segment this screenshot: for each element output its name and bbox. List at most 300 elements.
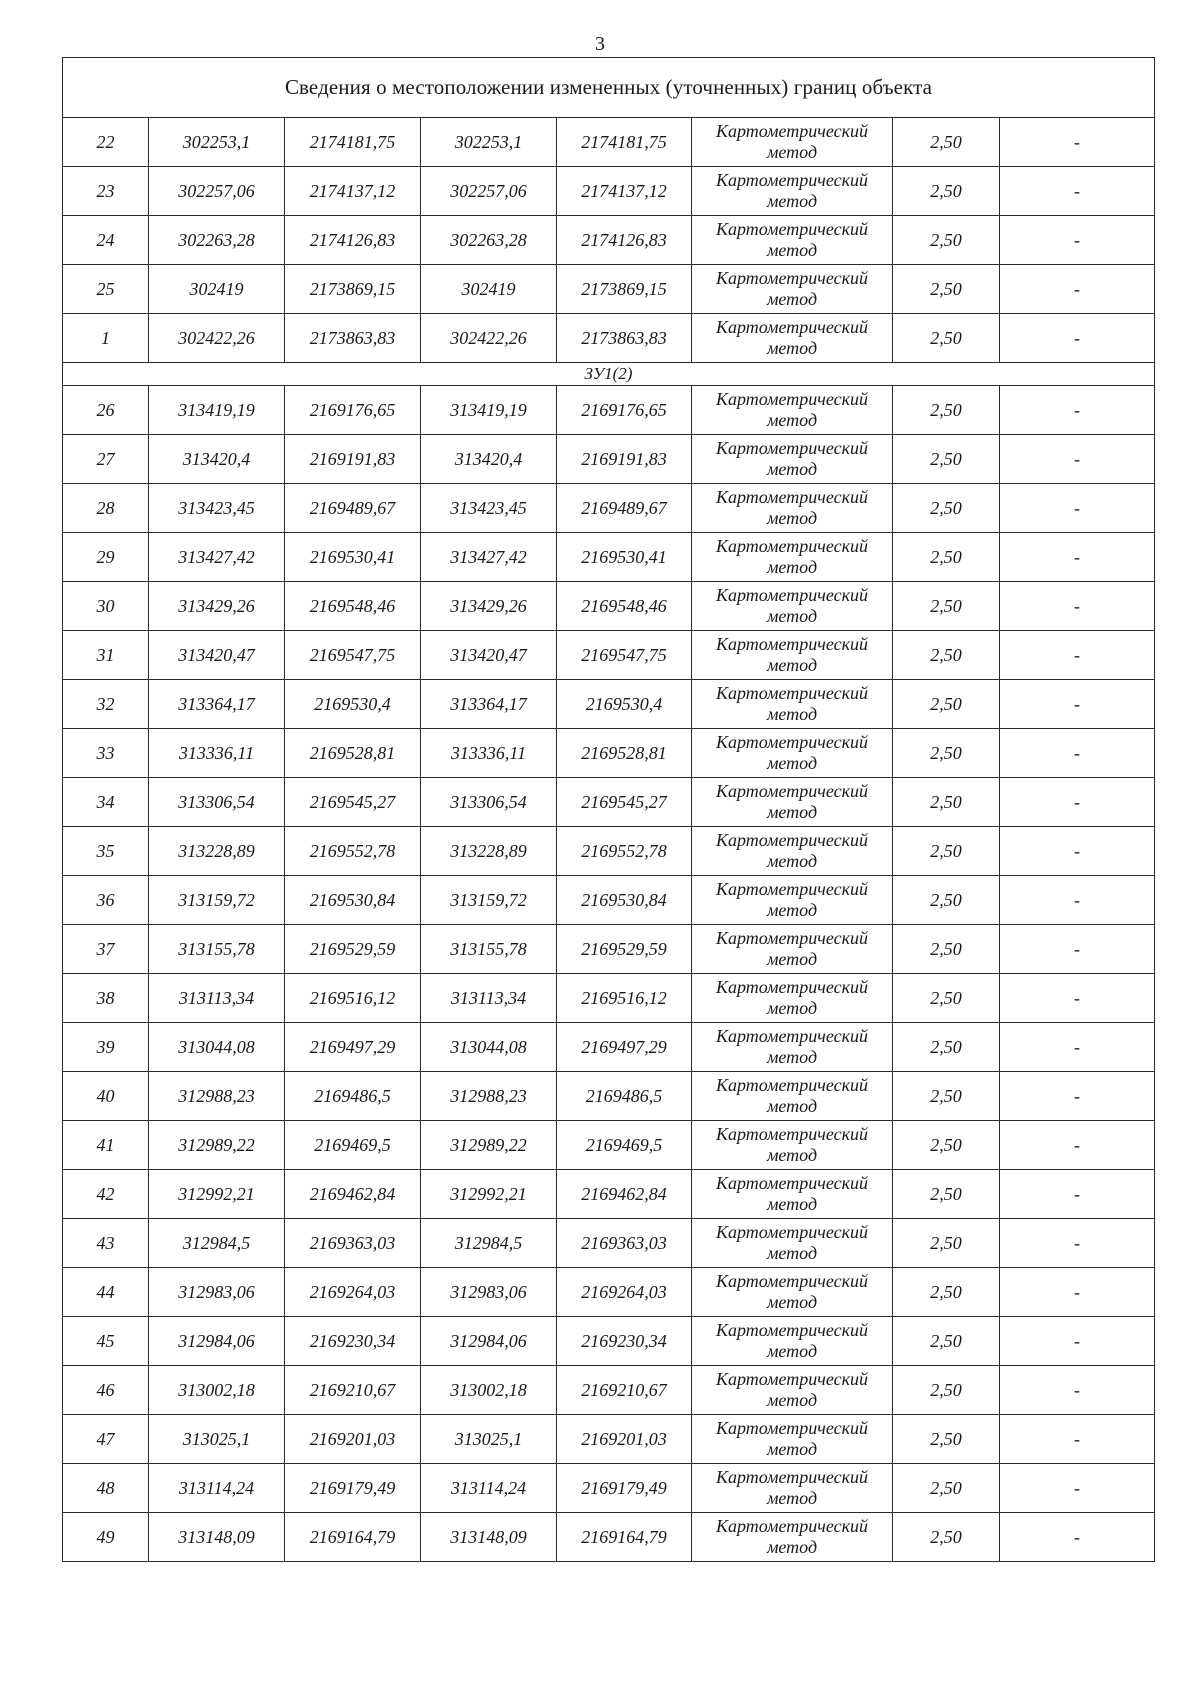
point-number-cell: 35: [63, 827, 149, 876]
accuracy-cell: 2,50: [893, 1170, 1000, 1219]
table-row: [63, 435, 1155, 484]
table-row: [63, 484, 1155, 533]
method-line-2: метод: [766, 557, 818, 577]
method-line-2: метод: [766, 1488, 818, 1508]
point-number-cell: 44: [63, 1268, 149, 1317]
note-cell: -: [1000, 778, 1155, 827]
refined-y-cell: 2169164,79: [557, 1513, 692, 1562]
accuracy-cell: 2,50: [893, 1317, 1000, 1366]
refined-x-cell: 313044,08: [421, 1023, 557, 1072]
refined-x-cell: 312983,06: [421, 1268, 557, 1317]
method-line-2: метод: [766, 289, 818, 309]
existing-y-cell: 2169176,65: [285, 386, 421, 435]
point-number-cell: 29: [63, 533, 149, 582]
method-line-2: метод: [766, 1243, 818, 1263]
table-row: [63, 386, 1155, 435]
method-line-2: метод: [766, 1096, 818, 1116]
refined-x-cell: 313159,72: [421, 876, 557, 925]
method-line-1: Картометрический: [715, 977, 868, 997]
accuracy-cell: 2,50: [893, 827, 1000, 876]
method-line-1: Картометрический: [715, 928, 868, 948]
accuracy-cell: 2,50: [893, 1366, 1000, 1415]
existing-y-cell: 2173863,83: [285, 314, 421, 363]
accuracy-cell: 2,50: [893, 1219, 1000, 1268]
note-cell: -: [1000, 167, 1155, 216]
method-cell: [692, 1317, 893, 1366]
point-number-cell: 32: [63, 680, 149, 729]
method-line-1: Картометрический: [715, 1026, 868, 1046]
accuracy-cell: 2,50: [893, 1464, 1000, 1513]
refined-y-cell: 2169462,84: [557, 1170, 692, 1219]
existing-y-cell: 2169201,03: [285, 1415, 421, 1464]
accuracy-cell: 2,50: [893, 1072, 1000, 1121]
existing-y-cell: 2169497,29: [285, 1023, 421, 1072]
method-cell: [692, 1219, 893, 1268]
note-cell: -: [1000, 265, 1155, 314]
existing-x-cell: 313419,19: [149, 386, 285, 435]
refined-x-cell: 313002,18: [421, 1366, 557, 1415]
existing-y-cell: 2169462,84: [285, 1170, 421, 1219]
table-row: [63, 1513, 1155, 1562]
accuracy-cell: 2,50: [893, 484, 1000, 533]
refined-x-cell: 302257,06: [421, 167, 557, 216]
method-line-1: Картометрический: [715, 536, 868, 556]
refined-y-cell: 2169530,41: [557, 533, 692, 582]
existing-x-cell: 312984,5: [149, 1219, 285, 1268]
method-line-1: Картометрический: [715, 1124, 868, 1144]
method-line-1: Картометрический: [715, 1320, 868, 1340]
method-cell: [692, 827, 893, 876]
existing-y-cell: 2169164,79: [285, 1513, 421, 1562]
point-number-cell: 41: [63, 1121, 149, 1170]
accuracy-cell: 2,50: [893, 533, 1000, 582]
point-number-cell: 28: [63, 484, 149, 533]
refined-x-cell: 313423,45: [421, 484, 557, 533]
point-number-cell: 34: [63, 778, 149, 827]
accuracy-cell: 2,50: [893, 1513, 1000, 1562]
existing-x-cell: 302419: [149, 265, 285, 314]
boundary-coordinates-table: [62, 57, 1155, 1562]
method-line-1: Картометрический: [715, 830, 868, 850]
refined-y-cell: 2173863,83: [557, 314, 692, 363]
method-line-2: метод: [766, 459, 818, 479]
point-number-cell: 42: [63, 1170, 149, 1219]
refined-y-cell: 2169548,46: [557, 582, 692, 631]
refined-x-cell: 313420,47: [421, 631, 557, 680]
method-line-1: Картометрический: [715, 1516, 868, 1536]
existing-y-cell: 2169210,67: [285, 1366, 421, 1415]
accuracy-cell: 2,50: [893, 1268, 1000, 1317]
method-cell: [692, 484, 893, 533]
accuracy-cell: 2,50: [893, 778, 1000, 827]
refined-y-cell: 2169179,49: [557, 1464, 692, 1513]
existing-x-cell: 313148,09: [149, 1513, 285, 1562]
refined-x-cell: 313025,1: [421, 1415, 557, 1464]
method-cell: [692, 1072, 893, 1121]
existing-y-cell: 2169191,83: [285, 435, 421, 484]
note-cell: -: [1000, 386, 1155, 435]
method-line-1: Картометрический: [715, 268, 868, 288]
refined-y-cell: 2169363,03: [557, 1219, 692, 1268]
table-row: [63, 118, 1155, 167]
method-cell: [692, 314, 893, 363]
method-cell: [692, 1366, 893, 1415]
method-line-2: метод: [766, 142, 818, 162]
refined-x-cell: 313228,89: [421, 827, 557, 876]
method-line-2: метод: [766, 1292, 818, 1312]
note-cell: -: [1000, 974, 1155, 1023]
note-cell: -: [1000, 533, 1155, 582]
refined-y-cell: 2169516,12: [557, 974, 692, 1023]
table-row: [63, 680, 1155, 729]
refined-x-cell: 312992,21: [421, 1170, 557, 1219]
note-cell: -: [1000, 1170, 1155, 1219]
existing-x-cell: 312988,23: [149, 1072, 285, 1121]
method-cell: [692, 582, 893, 631]
method-line-2: метод: [766, 1390, 818, 1410]
method-line-1: Картометрический: [715, 732, 868, 752]
refined-y-cell: 2169191,83: [557, 435, 692, 484]
method-cell: [692, 1268, 893, 1317]
refined-y-cell: 2173869,15: [557, 265, 692, 314]
refined-y-cell: 2174126,83: [557, 216, 692, 265]
table-row: [63, 1464, 1155, 1513]
refined-x-cell: 312984,06: [421, 1317, 557, 1366]
accuracy-cell: 2,50: [893, 1415, 1000, 1464]
refined-x-cell: 313364,17: [421, 680, 557, 729]
table-row: [63, 1219, 1155, 1268]
note-cell: -: [1000, 1317, 1155, 1366]
method-cell: [692, 925, 893, 974]
point-number-cell: 39: [63, 1023, 149, 1072]
point-number-cell: 40: [63, 1072, 149, 1121]
point-number-cell: 43: [63, 1219, 149, 1268]
table-title-row: [63, 58, 1155, 118]
table-row: [63, 631, 1155, 680]
existing-x-cell: 302257,06: [149, 167, 285, 216]
existing-y-cell: 2169486,5: [285, 1072, 421, 1121]
note-cell: -: [1000, 216, 1155, 265]
existing-y-cell: 2169545,27: [285, 778, 421, 827]
table-row: [63, 1072, 1155, 1121]
refined-y-cell: 2169469,5: [557, 1121, 692, 1170]
existing-y-cell: 2169529,59: [285, 925, 421, 974]
method-cell: [692, 680, 893, 729]
method-cell: [692, 265, 893, 314]
note-cell: -: [1000, 314, 1155, 363]
refined-y-cell: 2169497,29: [557, 1023, 692, 1072]
method-line-2: метод: [766, 949, 818, 969]
method-line-2: метод: [766, 802, 818, 822]
existing-y-cell: 2169179,49: [285, 1464, 421, 1513]
refined-y-cell: 2169176,65: [557, 386, 692, 435]
method-line-2: метод: [766, 606, 818, 626]
table-row: [63, 265, 1155, 314]
method-cell: [692, 974, 893, 1023]
point-number-cell: 26: [63, 386, 149, 435]
note-cell: -: [1000, 1219, 1155, 1268]
method-line-2: метод: [766, 508, 818, 528]
refined-y-cell: 2169264,03: [557, 1268, 692, 1317]
existing-x-cell: 313336,11: [149, 729, 285, 778]
accuracy-cell: 2,50: [893, 1121, 1000, 1170]
note-cell: -: [1000, 1513, 1155, 1562]
point-number-cell: 36: [63, 876, 149, 925]
refined-x-cell: 313306,54: [421, 778, 557, 827]
point-number-cell: 48: [63, 1464, 149, 1513]
existing-y-cell: 2169548,46: [285, 582, 421, 631]
table-title: Сведения о местоположении измененных (уточненных) границ объекта: [63, 58, 1155, 118]
point-number-cell: 22: [63, 118, 149, 167]
existing-y-cell: 2169547,75: [285, 631, 421, 680]
table-row: [63, 974, 1155, 1023]
accuracy-cell: 2,50: [893, 1023, 1000, 1072]
table-row: [63, 827, 1155, 876]
method-cell: [692, 1170, 893, 1219]
refined-x-cell: 302422,26: [421, 314, 557, 363]
note-cell: -: [1000, 435, 1155, 484]
existing-y-cell: 2169530,84: [285, 876, 421, 925]
method-line-1: Картометрический: [715, 1173, 868, 1193]
existing-x-cell: 313002,18: [149, 1366, 285, 1415]
existing-x-cell: 313228,89: [149, 827, 285, 876]
refined-y-cell: 2169486,5: [557, 1072, 692, 1121]
method-line-2: метод: [766, 1537, 818, 1557]
table-row: [63, 1121, 1155, 1170]
method-line-2: метод: [766, 1194, 818, 1214]
table-row: [63, 1170, 1155, 1219]
table-row: [63, 1023, 1155, 1072]
method-line-1: Картометрический: [715, 1271, 868, 1291]
existing-x-cell: 313306,54: [149, 778, 285, 827]
existing-y-cell: 2169469,5: [285, 1121, 421, 1170]
method-line-1: Картометрический: [715, 438, 868, 458]
existing-x-cell: 312984,06: [149, 1317, 285, 1366]
method-cell: [692, 533, 893, 582]
note-cell: -: [1000, 729, 1155, 778]
existing-y-cell: 2169489,67: [285, 484, 421, 533]
table-row: [63, 778, 1155, 827]
accuracy-cell: 2,50: [893, 631, 1000, 680]
table-row: [63, 167, 1155, 216]
refined-y-cell: 2169530,4: [557, 680, 692, 729]
point-number-cell: 25: [63, 265, 149, 314]
method-line-1: Картометрический: [715, 1075, 868, 1095]
method-line-1: Картометрический: [715, 585, 868, 605]
existing-y-cell: 2169530,4: [285, 680, 421, 729]
method-line-1: Картометрический: [715, 317, 868, 337]
existing-x-cell: 312992,21: [149, 1170, 285, 1219]
method-cell: [692, 167, 893, 216]
method-line-2: метод: [766, 998, 818, 1018]
accuracy-cell: 2,50: [893, 974, 1000, 1023]
table-row: [63, 1317, 1155, 1366]
method-line-1: Картометрический: [715, 219, 868, 239]
method-cell: [692, 118, 893, 167]
existing-x-cell: 313159,72: [149, 876, 285, 925]
refined-x-cell: 313420,4: [421, 435, 557, 484]
existing-x-cell: 313044,08: [149, 1023, 285, 1072]
note-cell: -: [1000, 1415, 1155, 1464]
method-line-2: метод: [766, 1047, 818, 1067]
method-line-2: метод: [766, 704, 818, 724]
existing-x-cell: 313114,24: [149, 1464, 285, 1513]
method-line-1: Картометрический: [715, 879, 868, 899]
method-line-2: метод: [766, 900, 818, 920]
method-cell: [692, 631, 893, 680]
point-number-cell: 27: [63, 435, 149, 484]
note-cell: -: [1000, 827, 1155, 876]
method-cell: [692, 386, 893, 435]
existing-x-cell: 313113,34: [149, 974, 285, 1023]
method-line-1: Картометрический: [715, 683, 868, 703]
method-cell: [692, 1023, 893, 1072]
method-line-2: метод: [766, 655, 818, 675]
method-line-1: Картометрический: [715, 1369, 868, 1389]
existing-y-cell: 2169230,34: [285, 1317, 421, 1366]
method-line-1: Картометрический: [715, 170, 868, 190]
method-line-1: Картометрический: [715, 487, 868, 507]
page-number: 3: [595, 33, 605, 55]
note-cell: -: [1000, 680, 1155, 729]
accuracy-cell: 2,50: [893, 386, 1000, 435]
point-number-cell: 37: [63, 925, 149, 974]
point-number-cell: 47: [63, 1415, 149, 1464]
refined-x-cell: 313113,34: [421, 974, 557, 1023]
refined-x-cell: 313336,11: [421, 729, 557, 778]
refined-x-cell: 313155,78: [421, 925, 557, 974]
refined-x-cell: 313429,26: [421, 582, 557, 631]
table-row: [63, 1415, 1155, 1464]
existing-y-cell: 2173869,15: [285, 265, 421, 314]
refined-x-cell: 302419: [421, 265, 557, 314]
method-line-1: Картометрический: [715, 121, 868, 141]
table-body: [63, 58, 1155, 1562]
point-number-cell: 1: [63, 314, 149, 363]
table-row: [63, 582, 1155, 631]
accuracy-cell: 2,50: [893, 680, 1000, 729]
method-line-2: метод: [766, 338, 818, 358]
method-line-2: метод: [766, 410, 818, 430]
method-line-1: Картометрический: [715, 1418, 868, 1438]
note-cell: -: [1000, 1366, 1155, 1415]
existing-y-cell: 2169264,03: [285, 1268, 421, 1317]
method-line-2: метод: [766, 1341, 818, 1361]
existing-y-cell: 2169530,41: [285, 533, 421, 582]
section-label: ЗУ1(2): [63, 363, 1155, 386]
existing-x-cell: 313364,17: [149, 680, 285, 729]
method-line-2: метод: [766, 851, 818, 871]
method-line-2: метод: [766, 1439, 818, 1459]
refined-y-cell: 2169545,27: [557, 778, 692, 827]
table-row: [63, 533, 1155, 582]
method-line-2: метод: [766, 1145, 818, 1165]
note-cell: -: [1000, 925, 1155, 974]
refined-y-cell: 2169530,84: [557, 876, 692, 925]
existing-y-cell: 2169528,81: [285, 729, 421, 778]
method-cell: [692, 1464, 893, 1513]
existing-x-cell: 313420,47: [149, 631, 285, 680]
accuracy-cell: 2,50: [893, 925, 1000, 974]
point-number-cell: 30: [63, 582, 149, 631]
existing-x-cell: 313423,45: [149, 484, 285, 533]
point-number-cell: 33: [63, 729, 149, 778]
existing-x-cell: 313025,1: [149, 1415, 285, 1464]
method-cell: [692, 1415, 893, 1464]
accuracy-cell: 2,50: [893, 582, 1000, 631]
method-line-1: Картометрический: [715, 1222, 868, 1242]
refined-y-cell: 2169552,78: [557, 827, 692, 876]
accuracy-cell: 2,50: [893, 314, 1000, 363]
method-line-2: метод: [766, 240, 818, 260]
accuracy-cell: 2,50: [893, 876, 1000, 925]
table-row: [63, 1366, 1155, 1415]
existing-x-cell: 313427,42: [149, 533, 285, 582]
point-number-cell: 45: [63, 1317, 149, 1366]
existing-y-cell: 2169363,03: [285, 1219, 421, 1268]
accuracy-cell: 2,50: [893, 216, 1000, 265]
refined-x-cell: 313419,19: [421, 386, 557, 435]
method-line-1: Картометрический: [715, 634, 868, 654]
note-cell: -: [1000, 1268, 1155, 1317]
refined-y-cell: 2169547,75: [557, 631, 692, 680]
point-number-cell: 23: [63, 167, 149, 216]
method-cell: [692, 778, 893, 827]
existing-y-cell: 2169516,12: [285, 974, 421, 1023]
note-cell: -: [1000, 1023, 1155, 1072]
existing-x-cell: 302422,26: [149, 314, 285, 363]
method-line-1: Картометрический: [715, 781, 868, 801]
refined-y-cell: 2169529,59: [557, 925, 692, 974]
note-cell: -: [1000, 484, 1155, 533]
refined-x-cell: 313148,09: [421, 1513, 557, 1562]
existing-x-cell: 312983,06: [149, 1268, 285, 1317]
existing-x-cell: 312989,22: [149, 1121, 285, 1170]
existing-x-cell: 313429,26: [149, 582, 285, 631]
table-row: [63, 216, 1155, 265]
note-cell: -: [1000, 1464, 1155, 1513]
refined-y-cell: 2169201,03: [557, 1415, 692, 1464]
point-number-cell: 49: [63, 1513, 149, 1562]
point-number-cell: 38: [63, 974, 149, 1023]
note-cell: -: [1000, 1072, 1155, 1121]
method-cell: [692, 876, 893, 925]
point-number-cell: 24: [63, 216, 149, 265]
note-cell: -: [1000, 876, 1155, 925]
existing-y-cell: 2169552,78: [285, 827, 421, 876]
refined-y-cell: 2174137,12: [557, 167, 692, 216]
note-cell: -: [1000, 118, 1155, 167]
refined-y-cell: 2169230,34: [557, 1317, 692, 1366]
method-cell: [692, 729, 893, 778]
refined-x-cell: 312988,23: [421, 1072, 557, 1121]
existing-y-cell: 2174137,12: [285, 167, 421, 216]
method-line-2: метод: [766, 753, 818, 773]
method-cell: [692, 1513, 893, 1562]
refined-y-cell: 2169489,67: [557, 484, 692, 533]
accuracy-cell: 2,50: [893, 167, 1000, 216]
refined-x-cell: 313114,24: [421, 1464, 557, 1513]
table-row: [63, 925, 1155, 974]
refined-x-cell: 312984,5: [421, 1219, 557, 1268]
table-row: [63, 1268, 1155, 1317]
note-cell: -: [1000, 582, 1155, 631]
section-row: [63, 363, 1155, 386]
refined-y-cell: 2174181,75: [557, 118, 692, 167]
refined-x-cell: 312989,22: [421, 1121, 557, 1170]
refined-x-cell: 302253,1: [421, 118, 557, 167]
existing-y-cell: 2174181,75: [285, 118, 421, 167]
